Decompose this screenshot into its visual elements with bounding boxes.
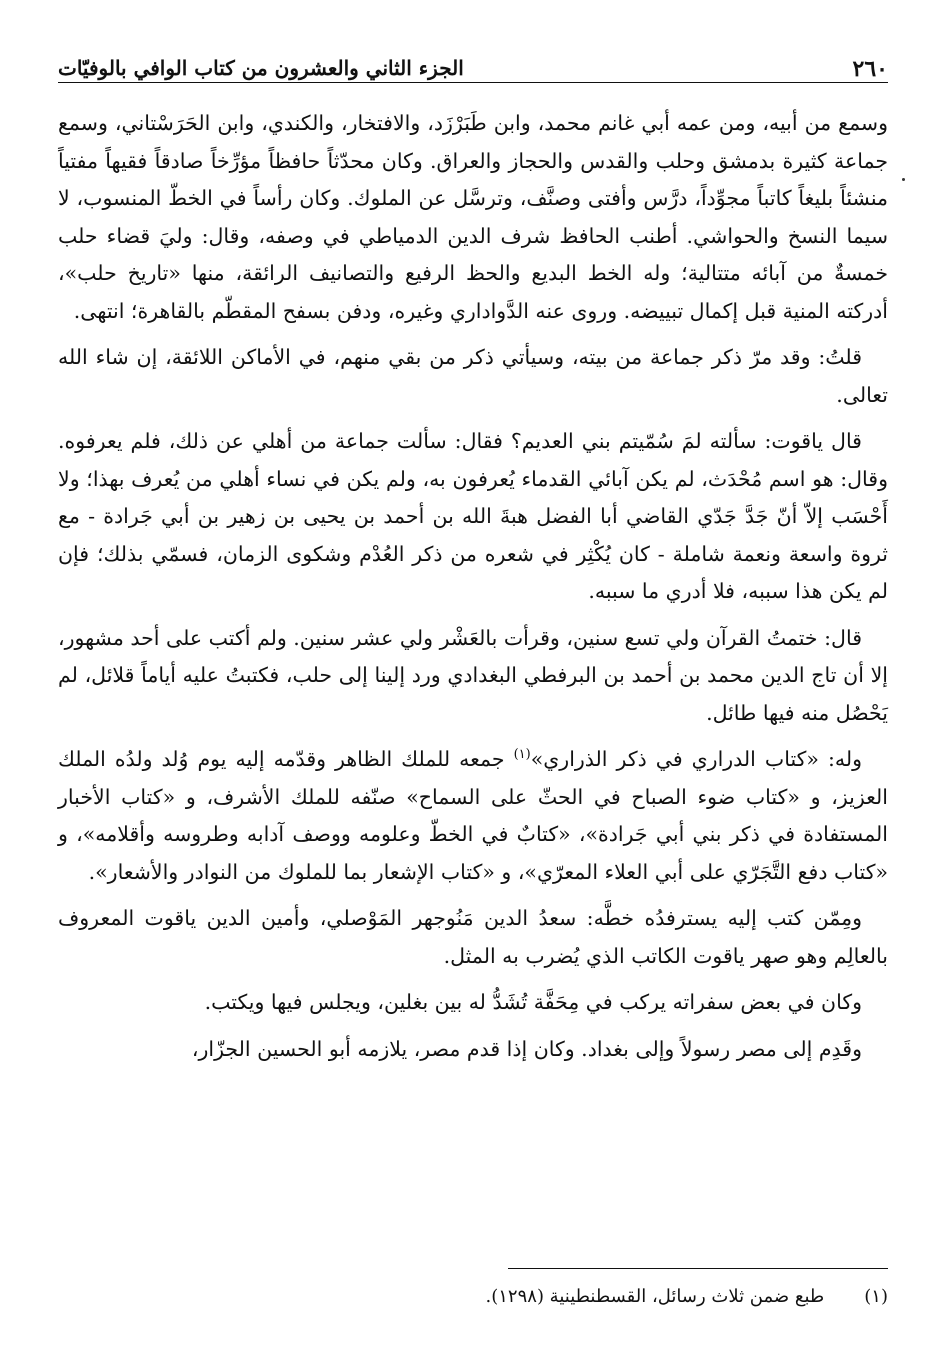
running-header: [58, 40, 888, 83]
scan-speck: [902, 178, 905, 181]
paragraph-qultu: قلتُ: وقد مرّ ذكر جماعة من بيته، وسيأتي ذكر من بقي منهم، في الأماكن اللائقة، إن شاء الله تعالى.: [58, 345, 888, 407]
paragraph-quran: قال: ختمتُ القرآن ولي تسع سنين، وقرأت بالعَشْر ولي عشر سنين. ولم أكتب على أحد مشهور، إلا أن تاج الدين محمد بن أحمد بن البرفطي البغدادي ورد إلينا إلى حلب، فكتبتُ عليه أياماً قلائل، لم يَحْصُل منه فيها طائل.: [58, 625, 888, 725]
footnote: [58, 1284, 888, 1310]
paragraph-yaqut-question: قال ياقوت: سألته لمَ سُمّيتم بني العديم؟ فقال: سألت جماعة من أهلي عن ذلك، فلم يعرفوه. وقال: هو اسم مُحْدَث، لم يكن آبائي القدماء يُعرفون به، ولم يكن في نساء أهلي من يُعرف بهذا؛ ولا أَحْسَب إلاّ أنّ جَدَّ جَدّي القاضي أبا الفضل هبةَ الله بن أحمد بن يحيى بن زهير بن أبي جَرادة - مع ثروة واسعة ونعمة شاملة - كان يُكْثِر في شعره من ذكر العُدْم وشكوى الزمان، فسمّي بذلك؛ فإن لم يكن هذا سببه، فلا أدري ما سببه.: [58, 429, 888, 603]
book-page: [58, 40, 888, 1340]
footnote-text: طبع ضمن ثلاث رسائل، القسطنطينية (١٢٩٨).: [485, 1286, 825, 1307]
footnote-divider: [508, 1268, 888, 1269]
paragraph-biography: وسمع من أبيه، ومن عمه أبي غانم محمد، وابن طَبَرْزَد، والافتخار، والكندي، وابن الحَرَسْتاني، وسمع جماعة كثيرة بدمشق وحلب والقدس والحجاز والعراق. وكان محدّثاً حافظاً مؤرِّخاً صادقاً فقيهاً مفتياً منشئاً بليغاً كاتباً مجوِّداً، درَّس وأفتى وصنَّف، وترسَّل عن الملوك. وكان رأساً في الخطّ المنسوب، لا سيما النسخ والحواشي. أطنب الحافظ شرف الدين الدمياطي في وصفه، وقال: وليَ قضاء حلب خمسةٌ من آبائه متتالية؛ وله الخط البديع والحظ الرفيع والتصانيف الرائقة، منها «تاريخ حلب»، أدركته المنية قبل إكمال تبييضه. وروى عنه الدَّواداري وغيره، ودفن بسفح المقطّم بالقاهرة؛ انتهى.: [58, 111, 888, 323]
main-text: [58, 105, 888, 1068]
running-title: الجزء الثاني والعشرون من كتاب الوافي بالوفيّات: [58, 56, 464, 80]
works-title: وله: «كتاب الدراري في ذكر الذراري»: [530, 747, 862, 771]
footnote-number: (١): [864, 1286, 888, 1307]
paragraph-works: [58, 741, 888, 891]
paragraph-travel: وكان في بعض سفراته يركب في مِحَفَّة تُشَدُّ له بين بغلين، ويجلس فيها ويكتب.: [204, 990, 862, 1014]
page-number: ٢٦٠: [852, 56, 888, 82]
footnote-reference[interactable]: (١): [513, 747, 531, 763]
paragraph-egypt: وقَدِم إلى مصر رسولاً وإلى بغداد. وكان إذا قدم مصر، يلازمه أبو الحسين الجزّار،: [191, 1036, 862, 1061]
works-list: جمعه للملك الظاهر وقدّمه إليه يوم وُلد ولدُه الملك العزيز، و «كتاب ضوء الصباح في الحثّ على السماح» صنّفه للملك الأشرف، و «كتاب الأخبار المستفادة في ذكر بني أبي جَرادة»، «كتابٌ في الخطّ وعلومه ووصف آدابه وطروسه وأقلامه»، و «كتاب دفع التَّجَرّي على أبي العلاء المعرّي»، و «كتاب الإشعار بما للملوك من النوادر والأشعار».: [58, 747, 888, 884]
paragraph-correspondents: ومِمّن كتب إليه يسترفدُه خطَّه: سعدُ الدين مَنُوجهر المَوْصلي، وأمين الدين ياقوت المعروف بالعالِم وهو صهر ياقوت الكاتب الذي يُضرب به المثل.: [58, 906, 888, 968]
